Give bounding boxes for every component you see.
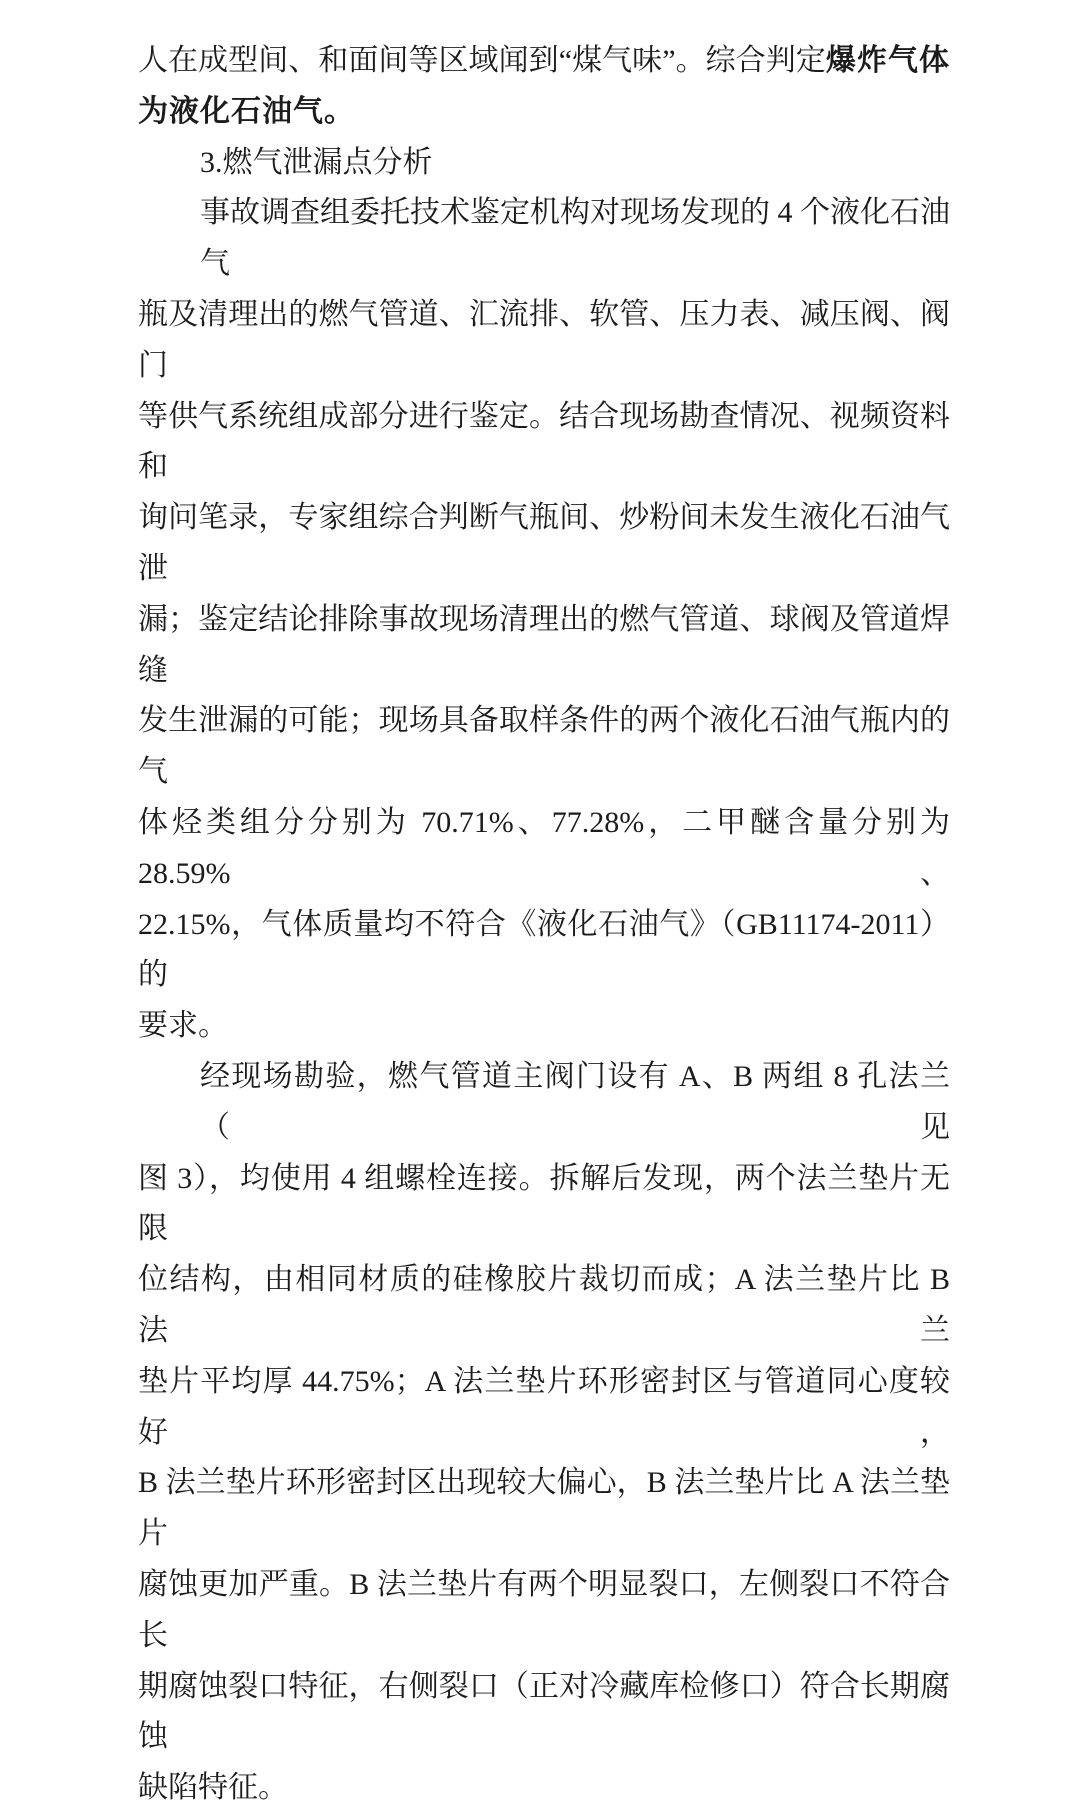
text-line	[138, 1560, 950, 1662]
text-segment: 22.15%，气体质量均不符合《液化石油气》（GB11174-2011）的	[138, 907, 950, 992]
text-line	[138, 1662, 950, 1764]
text-line	[138, 1458, 950, 1560]
text-line	[138, 595, 950, 697]
text-line	[138, 493, 950, 595]
bold-text-segment: 为液化石油气。	[138, 94, 355, 128]
text-line	[138, 87, 950, 138]
text-line	[138, 138, 950, 189]
text-segment: 腐蚀更加严重。B 法兰垫片有两个明显裂口，左侧裂口不符合长	[138, 1567, 950, 1652]
text-line	[138, 1255, 950, 1357]
text-segment: 事故调查组委托技术鉴定机构对现场发现的 4 个液化石油气	[200, 196, 950, 281]
text-line	[138, 798, 950, 900]
text-segment: 体烃类组分分别为 70.71%、77.28%，二甲醚含量分别为 28.59%、	[138, 805, 950, 890]
text-segment: 缺陷特征。	[138, 1771, 288, 1805]
text-segment: 发生泄漏的可能；现场具备取样条件的两个液化石油气瓶内的气	[138, 704, 950, 789]
text-line	[138, 1357, 950, 1459]
text-line	[138, 696, 950, 798]
text-line	[138, 188, 950, 290]
text-segment: 经现场勘验，燃气管道主阀门设有 A、B 两组 8 孔法兰（见	[200, 1059, 950, 1144]
text-segment: 人在成型间、和面间等区域闻到“煤气味”。综合判定	[138, 44, 826, 77]
text-line	[138, 1763, 950, 1814]
text-segment: 漏；鉴定结论排除事故现场清理出的燃气管道、球阀及管道焊缝	[138, 602, 950, 687]
text-segment: 位结构，由相同材质的硅橡胶片裁切而成；A 法兰垫片比 B 法兰	[138, 1263, 950, 1347]
text-segment: B 法兰垫片环形密封区出现较大偏心，B 法兰垫片比 A 法兰垫片	[138, 1466, 950, 1551]
bold-text-segment: 爆炸气体	[825, 44, 950, 77]
text-line	[138, 900, 950, 1002]
text-segment: 瓶及清理出的燃气管道、汇流排、软管、压力表、减压阀、阀门	[138, 297, 950, 382]
text-segment: 等供气系统组成部分进行鉴定。结合现场勘查情况、视频资料和	[138, 399, 950, 484]
text-line	[138, 1052, 950, 1154]
text-segment: 3.燃气泄漏点分析	[200, 145, 433, 179]
text-line	[138, 290, 950, 392]
text-segment: 询问笔录，专家组综合判断气瓶间、炒粉间未发生液化石油气泄	[138, 501, 950, 585]
text-segment: 垫片平均厚 44.75%；A 法兰垫片环形密封区与管道同心度较好，	[138, 1364, 950, 1449]
text-line	[138, 1154, 950, 1256]
text-segment: 要求。	[138, 1009, 228, 1043]
text-segment: 期腐蚀裂口特征，右侧裂口（正对冷藏库检修口）符合长期腐蚀	[138, 1669, 950, 1754]
text-segment: 图 3），均使用 4 组螺栓连接。拆解后发现，两个法兰垫片无限	[138, 1161, 950, 1246]
text-line	[138, 36, 950, 87]
text-line	[138, 1001, 950, 1052]
text-line	[138, 392, 950, 494]
